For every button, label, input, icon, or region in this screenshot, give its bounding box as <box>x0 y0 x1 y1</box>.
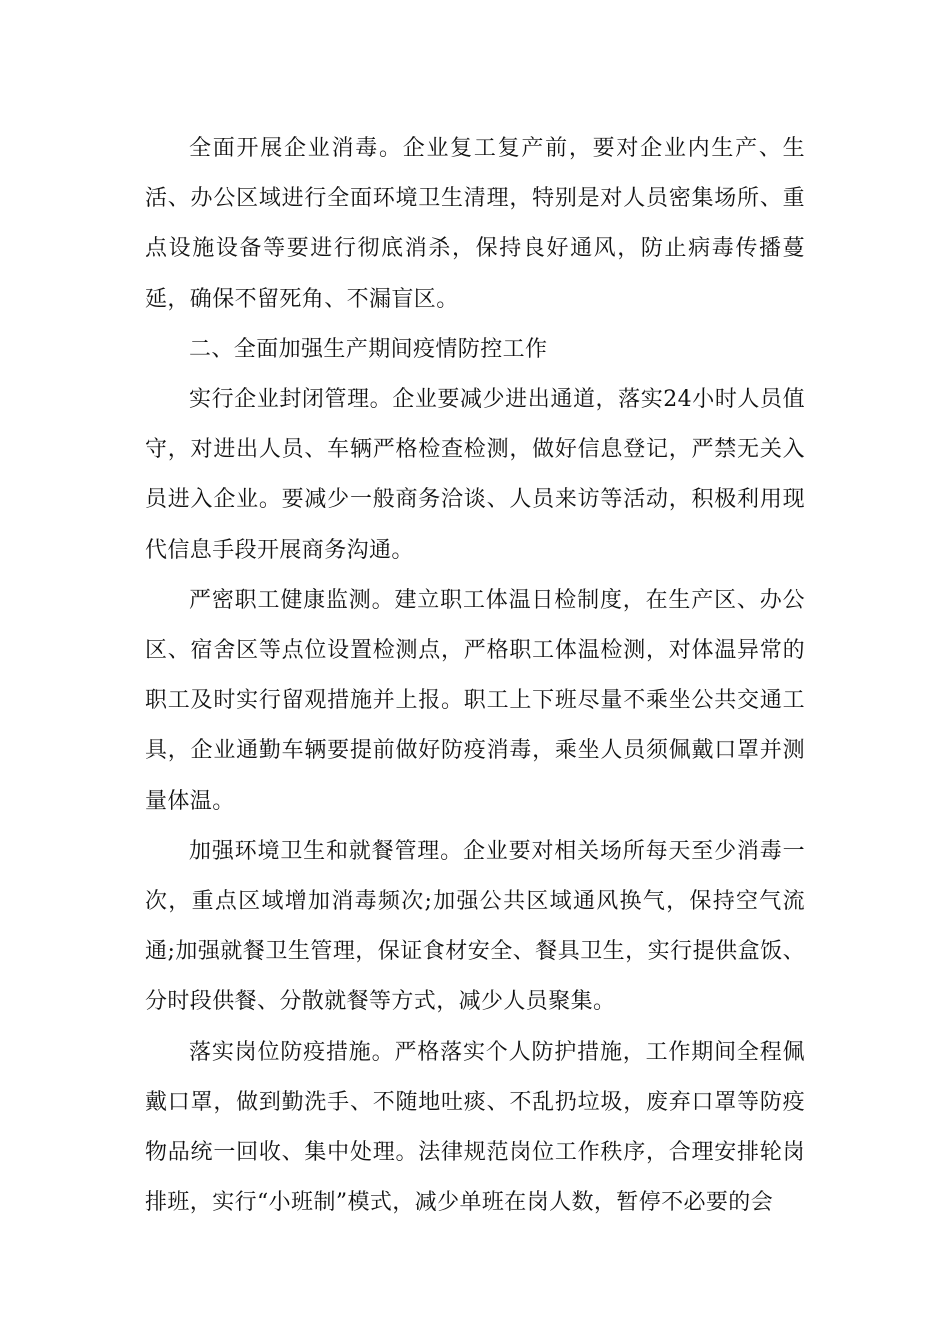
section-heading-production-period: 二、全面加强生产期间疫情防控工作 <box>189 336 548 362</box>
paragraph-enterprise-disinfection: 全面开展企业消毒。企业复工复产前，要对企业内生产、生活、办公区域进行全面环境卫生清理，特别是对人员密集场所、重点设施设备等要进行彻底消杀，保持良好通风，防止病毒传播蔓延，确保不留死角、不漏盲区。 <box>145 136 805 312</box>
document-body <box>145 124 805 1228</box>
paragraph-hygiene-dining: 加强环境卫生和就餐管理。企业要对相关场所每天至少消毒一次，重点区域增加消毒频次;加强公共区域通风换气，保持空气流通;加强就餐卫生管理，保证食材安全、餐具卫生，实行提供盒饭、分时段供餐、分散就餐等方式，减少人员聚集。 <box>145 838 805 1015</box>
paragraph-health-monitoring: 严密职工健康监测。建立职工体温日检制度，在生产区、办公区、宿舍区等点位设置检测点，严格职工体温检测，对体温异常的职工及时实行留观措施并上报。职工上下班尽量不乘坐公共交通工具，企业通勤车辆要提前做好防疫消毒，乘坐人员须佩戴口罩并测量体温。 <box>145 587 805 814</box>
paragraph-post-measures: 落实岗位防疫措施。严格落实个人防护措施，工作期间全程佩戴口罩，做到勤洗手、不随地吐痰、不乱扔垃圾，废弃口罩等防疫物品统一回收、集中处理。法律规范岗位工作秩序，合理安排轮岗排班，实行“小班制”模式，减少单班在岗人数，暂停不必要的会 <box>145 1039 805 1216</box>
paragraph-closed-management: 实行企业封闭管理。企业要减少进出通道，落实24小时人员值守，对进出人员、车辆严格检查检测，做好信息登记，严禁无关入员进入企业。要减少一般商务洽谈、人员来访等活动，积极利用现代信息手段开展商务沟通。 <box>145 387 805 563</box>
